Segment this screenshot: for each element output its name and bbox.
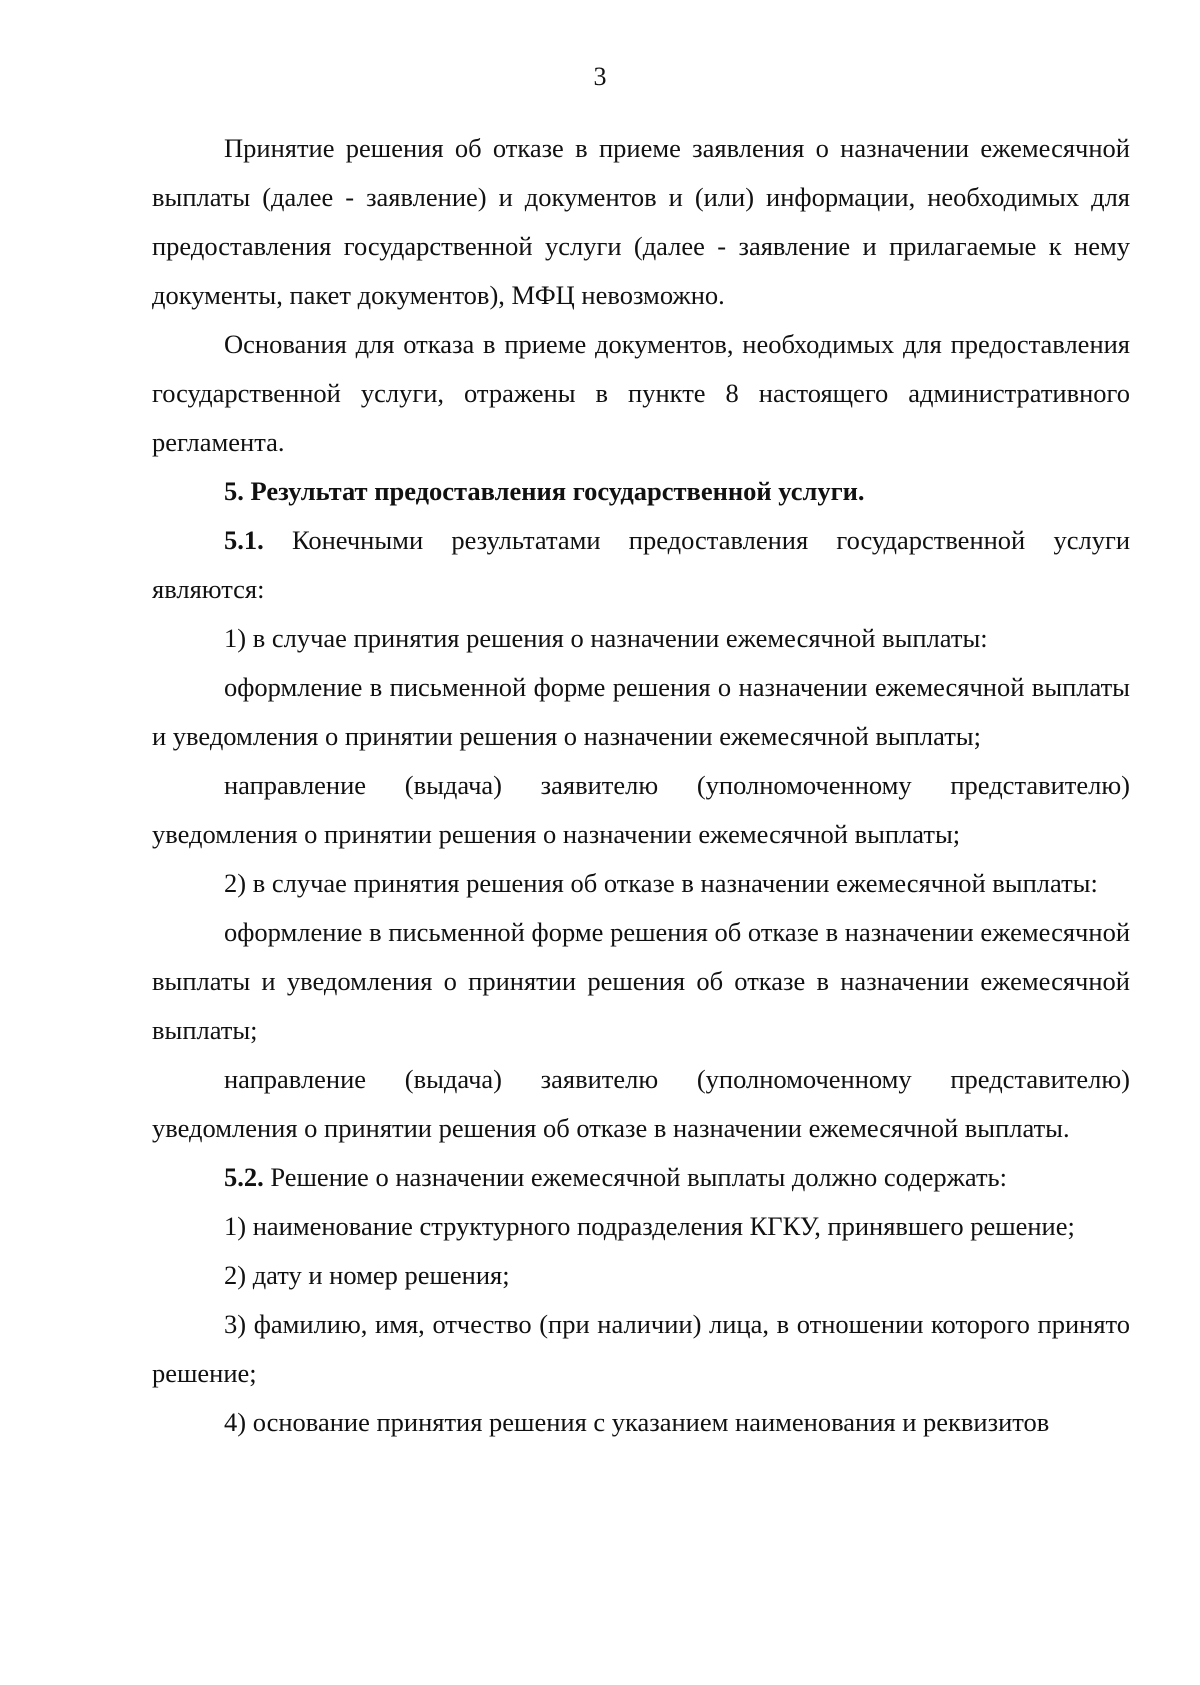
paragraph-text: Конечными результатами предоставления государственной услуги являются: bbox=[152, 525, 1130, 604]
paragraph-text: Основания для отказа в приеме документов, необходимых для предоставления государственной услуги, отражены в пункте 8 настоящего административного регламента. bbox=[152, 329, 1130, 457]
paragraph-text: 2) дату и номер решения; bbox=[224, 1260, 510, 1290]
paragraph-notification-refusal bbox=[152, 1055, 1130, 1153]
paragraph-text: направление (выдача) заявителю (уполномоченному представителю) уведомления о принятии решения об отказе в назначении ежемесячной выплаты. bbox=[152, 1064, 1130, 1143]
paragraph-text: 3) фамилию, имя, отчество (при наличии) лица, в отношении которого принято решение; bbox=[152, 1309, 1130, 1388]
paragraph-text: 1) в случае принятия решения о назначении ежемесячной выплаты: bbox=[224, 623, 988, 653]
decision-item-2 bbox=[152, 1251, 1130, 1300]
paragraph-text: 1) наименование структурного подразделения КГКУ, принявшего решение; bbox=[224, 1211, 1075, 1241]
paragraph-formalization-refusal bbox=[152, 908, 1130, 1055]
paragraph-text: Решение о назначении ежемесячной выплаты должно содержать: bbox=[263, 1162, 1008, 1192]
paragraph-5-1 bbox=[152, 516, 1130, 614]
clause-number: 5.2. bbox=[224, 1162, 264, 1192]
paragraph-text: оформление в письменной форме решения о назначении ежемесячной выплаты и уведомления о принятии решения о назначении ежемесячной выплаты; bbox=[152, 672, 1130, 751]
paragraph-formalization-approval bbox=[152, 663, 1130, 761]
decision-item-3 bbox=[152, 1300, 1130, 1398]
paragraph-text: оформление в письменной форме решения об отказе в назначении ежемесячной выплаты и уведомления о принятии решения об отказе в назначении ежемесячной выплаты; bbox=[152, 917, 1130, 1045]
paragraph-text: Принятие решения об отказе в приеме заявления о назначении ежемесячной выплаты (далее - заявление) и документов и (или) информации, необходимых для предоставления государственной услуги (далее - заявление и прилагаемые к нему документы, пакет документов), МФЦ невозможно. bbox=[152, 133, 1130, 310]
paragraph-text: направление (выдача) заявителю (уполномоченному представителю) уведомления о принятии решения о назначении ежемесячной выплаты; bbox=[152, 770, 1130, 849]
decision-item-4 bbox=[152, 1398, 1130, 1447]
page-number: 3 bbox=[593, 62, 607, 91]
section-heading-5 bbox=[152, 467, 1130, 516]
document-body bbox=[152, 124, 1130, 1447]
decision-item-1 bbox=[152, 1202, 1130, 1251]
list-item-1 bbox=[152, 614, 1130, 663]
paragraph-text: 4) основание принятия решения с указанием наименования и реквизитов bbox=[224, 1407, 1050, 1437]
paragraph-5-2 bbox=[152, 1153, 1130, 1202]
list-item-2 bbox=[152, 859, 1130, 908]
clause-number: 5.1. bbox=[224, 525, 264, 555]
paragraph-refusal-mfc bbox=[152, 124, 1130, 320]
paragraph-refusal-grounds bbox=[152, 320, 1130, 467]
paragraph-notification-approval bbox=[152, 761, 1130, 859]
section-heading-text: 5. Результат предоставления государственной услуги. bbox=[224, 476, 865, 506]
paragraph-text: 2) в случае принятия решения об отказе в назначении ежемесячной выплаты: bbox=[224, 868, 1098, 898]
